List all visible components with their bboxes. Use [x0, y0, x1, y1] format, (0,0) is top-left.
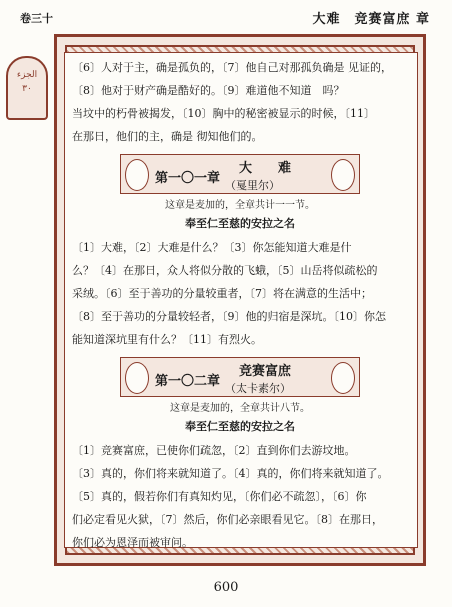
juz-marker-label: الجزء: [16, 70, 38, 80]
text-line: 们必定看见火狱，〔7〕然后，你们必亲眼看见它。〔8〕在那日，: [72, 513, 383, 526]
text-line: 〔8〕至于善功的分量较轻者，〔9〕他的归宿是深坑。〔10〕你怎: [72, 310, 386, 323]
text-line: 在那日，他们的主，确是 彻知他们的。: [72, 130, 263, 143]
section-continued: [72, 56, 408, 148]
text-line: 采绒。〔6〕至于善功的分量较重者，〔7〕将在满意的生活中；: [72, 287, 372, 300]
text-line: 〔6〕人对于主，确是孤负的，〔7〕他自己对那孤负确是 见证的，: [72, 61, 392, 74]
chapter-transliteration: （太卡素尔）: [225, 382, 291, 395]
text-line: 你们必为恩泽而被审问。: [72, 536, 193, 549]
text-line: 当坟中的朽骨被揭发，〔10〕胸中的秘密被显示的时候，〔11〕: [72, 107, 375, 120]
chapter-note: 这章是麦加的，全章共计八节。: [170, 403, 310, 414]
chapter-name: 大 难: [239, 161, 292, 176]
chapter-note: 这章是麦加的，全章共计一一节。: [165, 200, 315, 211]
text-line: 〔1〕竞赛富庶，已使你们疏忽，〔2〕直到你们去游坟地。: [72, 444, 356, 457]
basmala: 奉至仁至慈的安拉之名: [185, 217, 295, 230]
juz-marker-number: ٣٠: [22, 84, 32, 94]
text-line: 〔1〕大难，〔2〕大难是什么？〔3〕你怎能知道大难是什: [72, 241, 352, 254]
volume-label: 卷三十: [20, 12, 53, 25]
chapter-number: 第一〇二章: [155, 374, 221, 389]
text-line: 〔3〕真的，你们将来就知道了。〔4〕真的，你们将来就知道了。: [72, 467, 389, 480]
chapter-number: 第一〇一章: [155, 171, 221, 186]
chapter-102-heading: [120, 357, 360, 397]
basmala: 奉至仁至慈的安拉之名: [185, 420, 295, 433]
page-header: [20, 8, 430, 26]
text-line: 能知道深坑里有什么？〔11〕有烈火。: [72, 333, 262, 346]
page-content: [72, 56, 408, 554]
text-line: 〔5〕真的，假若你们有真知灼见，〔你们必不疏忽〕，〔6〕你: [72, 490, 367, 503]
chapter-101-heading: [120, 154, 360, 194]
text-line: 么？〔4〕在那日，众人将似分散的飞蛾，〔5〕山岳将似疏松的: [72, 264, 378, 277]
juz-marker: [6, 56, 48, 120]
chapter-transliteration: （戛里尔）: [225, 179, 280, 192]
page-number: 600: [213, 580, 239, 595]
running-title: 大难 竞赛富庶 章: [312, 12, 430, 27]
chapter-name: 竞赛富庶: [239, 364, 292, 379]
text-line: 〔8〕他对于财产确是酷好的。〔9〕难道他不知道 吗？: [72, 84, 345, 97]
